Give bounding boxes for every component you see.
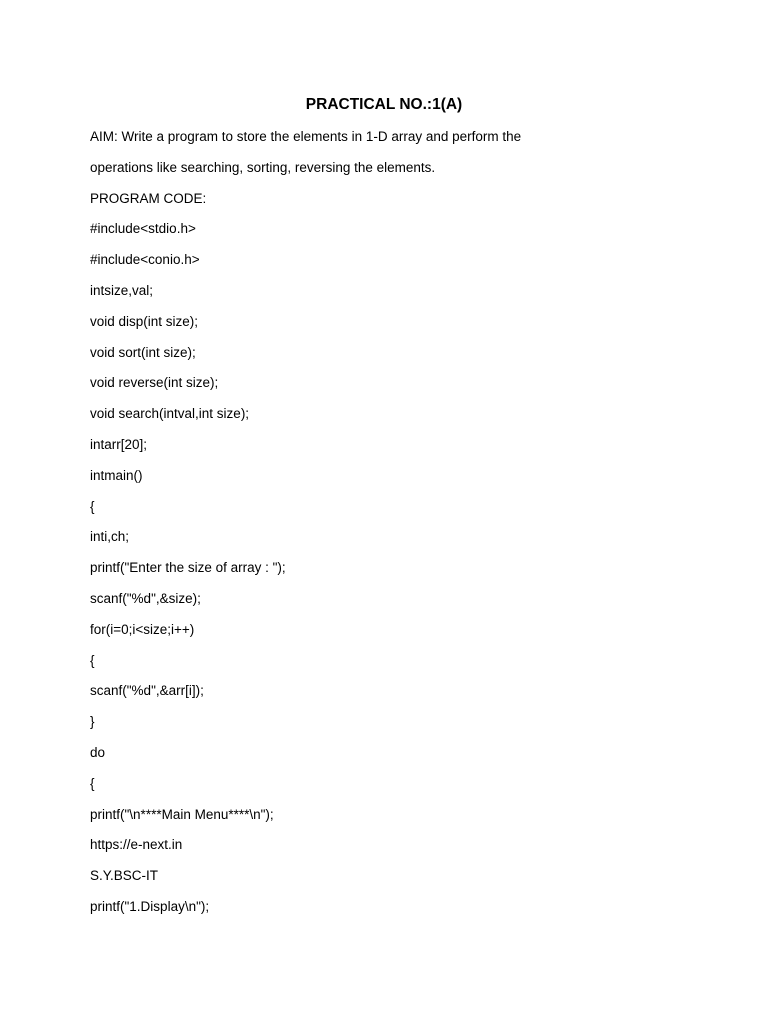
document-line: intmain() [90, 467, 143, 483]
document-line: AIM: Write a program to store the elements in 1-D array and perform the [90, 129, 522, 144]
document-line: intsize,val; [90, 282, 154, 298]
document-line: void reverse(int size); [90, 375, 219, 391]
document-line: S.Y.BSC-IT [90, 868, 159, 884]
document-line: #include<conio.h> [90, 252, 200, 268]
document-line: for(i=0;i<size;i++) [90, 621, 195, 637]
document-line: operations like searching, sorting, reversing the elements. [90, 159, 436, 175]
document-line: PROGRAM CODE: [90, 190, 207, 206]
document-line: printf("\n****Main Menu****\n"); [90, 806, 274, 822]
document-line: void sort(int size); [90, 344, 196, 360]
document-line: { [90, 775, 95, 791]
document-line: do [90, 744, 106, 760]
document-line: void disp(int size); [90, 313, 199, 329]
document-line: scanf("%d",&arr[i]); [90, 683, 204, 699]
document-line: printf("1.Display\n"); [90, 898, 210, 914]
document-body [90, 126, 730, 927]
document-line: { [90, 498, 95, 514]
page-title: PRACTICAL NO.:1(A) [305, 96, 463, 113]
document-line: { [90, 652, 95, 668]
document-line: printf("Enter the size of array : "); [90, 560, 286, 576]
document-line: scanf("%d",&size); [90, 590, 201, 606]
document-line: inti,ch; [90, 529, 130, 545]
document-line: intarr[20]; [90, 436, 148, 452]
document-line: https://e-next.in [90, 837, 183, 853]
document-line: #include<stdio.h> [90, 221, 196, 237]
document-line: void search(intval,int size); [90, 406, 250, 422]
document-line: } [90, 714, 95, 730]
